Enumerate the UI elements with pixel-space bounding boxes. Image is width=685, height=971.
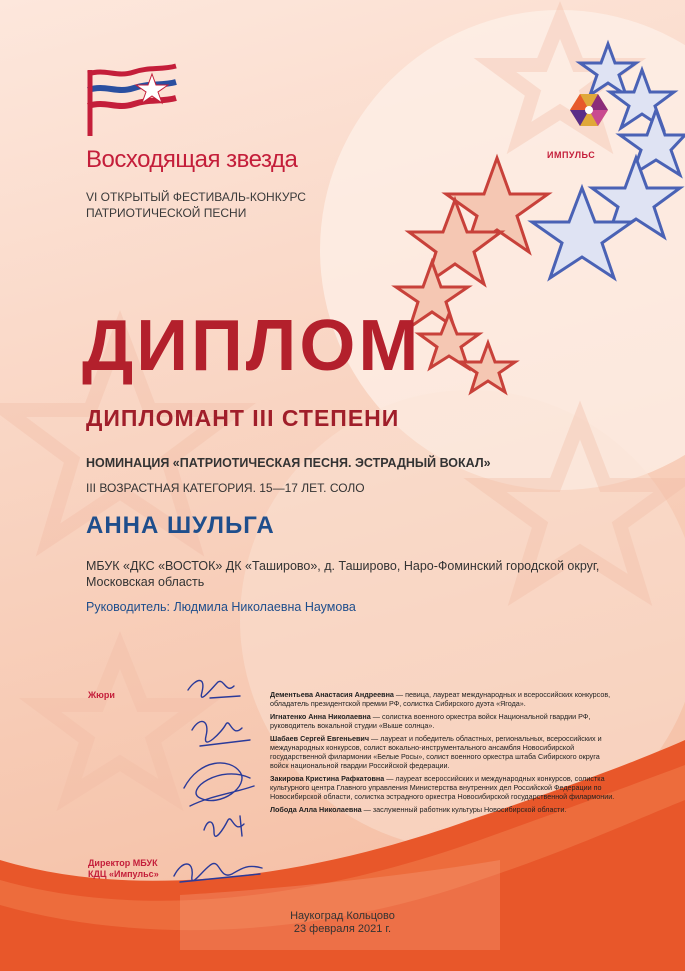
- festival-line-1: VI ОТКРЫТЫЙ ФЕСТИВАЛЬ-КОНКУРС: [86, 190, 306, 204]
- jury-member-name: Закирова Кристина Рафкатовна: [270, 774, 385, 783]
- jury-member-desc: — заслуженный работник культуры Новосибирской области.: [361, 805, 567, 814]
- jury-member: [270, 805, 618, 814]
- jury-signatures: [170, 668, 270, 898]
- rising-star-flag-logo: [86, 60, 178, 140]
- jury-member: [270, 774, 618, 801]
- jury-member-desc: — лауреат и победитель областных, региональных, всероссийских и международных конкурсов, солист вокально-инструментального ансамбля Новосибирской государственной филармонии «Белые Росы», солист военного оркестра штаба Сибирского округа войск национальной гвардии Российской федерации.: [270, 734, 602, 770]
- jury-list: [270, 690, 618, 818]
- nomination: НОМИНАЦИЯ «ПАТРИОТИЧЕСКАЯ ПЕСНЯ. ЭСТРАДНЫЙ ВОКАЛ»: [86, 456, 491, 470]
- signature: [192, 721, 250, 746]
- jury-member-desc: — лауреат всероссийских и международных конкурсов, солистка культурного центра Главного управления Министерства внутренних дел Российской Федерации по Новосибирской области, солистка эстрадного оркестра Новосибирской государственной филармонии.: [270, 774, 615, 801]
- jury-member: [270, 734, 618, 770]
- festival-line-2: ПАТРИОТИЧЕСКОЙ ПЕСНИ: [86, 206, 247, 220]
- diploma-degree: ДИПЛОМАНТ III СТЕПЕНИ: [86, 405, 400, 431]
- leader: Руководитель: Людмила Николаевна Наумова: [86, 600, 356, 614]
- place-date: [0, 910, 685, 936]
- director-label: [88, 858, 168, 880]
- brand-title: Восходящая звезда: [86, 146, 298, 173]
- date: 23 февраля 2021 г.: [293, 923, 392, 935]
- city: Наукоград Кольцово: [290, 910, 395, 922]
- signature: [204, 816, 244, 836]
- jury-label: Жюри: [88, 690, 115, 700]
- jury-member-name: Дементьева Анастасия Андреевна: [270, 690, 394, 699]
- age-category: III ВОЗРАСТНАЯ КАТЕГОРИЯ. 15—17 ЛЕТ. СОЛО: [86, 481, 365, 495]
- signature: [188, 681, 240, 699]
- jury-member-name: Шабаев Сергей Евгеньевич: [270, 734, 370, 743]
- jury-member: [270, 712, 618, 730]
- director-label-line-2: КДЦ «Импульс»: [88, 869, 159, 879]
- signature: [174, 863, 262, 882]
- festival-title: [86, 189, 306, 221]
- director-label-line-1: Директор МБУК: [88, 858, 158, 868]
- partner-logo-text: ИМПУЛЬС: [547, 150, 596, 160]
- jury-member: [270, 690, 618, 708]
- jury-member-desc: — певица, лауреат международных и всероссийских конкурсов, обладатель президентской премии РФ, солистка Сибирского дуэта «Ягода».: [270, 690, 611, 708]
- diploma-title: ДИПЛОМ: [82, 306, 422, 386]
- jury-member-name: Лобода Алла Николаевна: [270, 805, 362, 814]
- signature: [184, 763, 254, 806]
- jury-member-desc: — солистка военного оркестра войск Национальной гвардии РФ, руководитель вокальной студии «Выше солнца».: [270, 712, 591, 730]
- recipient-name: АННА ШУЛЬГА: [86, 512, 275, 539]
- recipient-organization: МБУК «ДКС «ВОСТОК» ДК «Таширово», д. Таширово, Наро-Фоминский городской округ, Московская область: [86, 559, 600, 589]
- jury-member-name: Игнатенко Анна Николаевна: [270, 712, 371, 721]
